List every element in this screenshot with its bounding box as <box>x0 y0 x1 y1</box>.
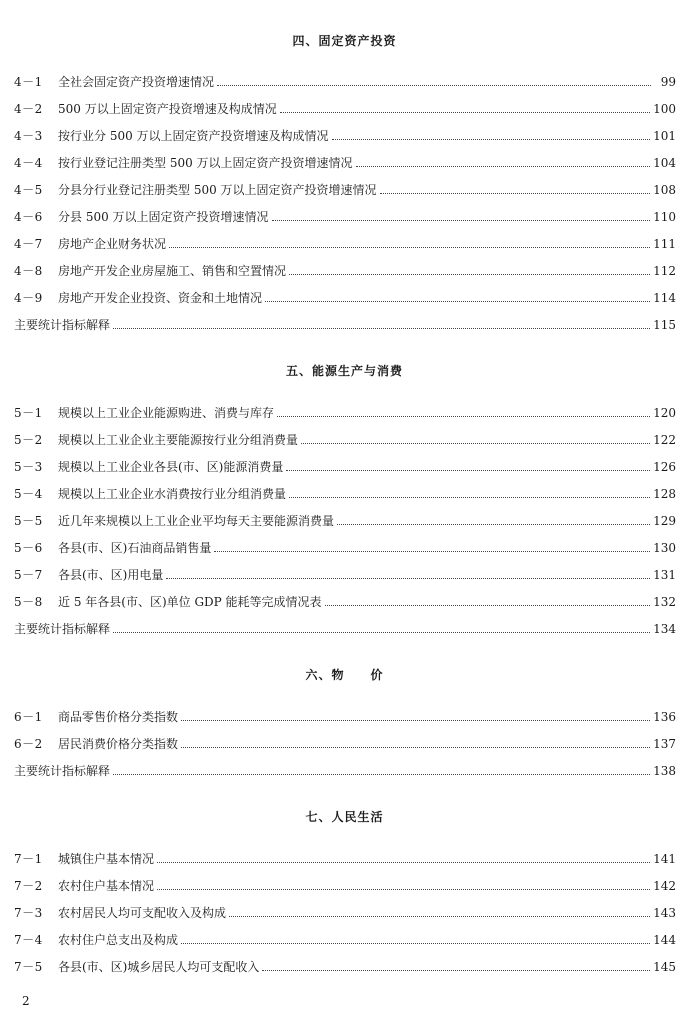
page-number: 2 <box>22 994 30 1008</box>
dot-leader <box>113 318 650 329</box>
entry-title: 全社会固定资产投资增速情况 <box>58 75 215 89</box>
entry-number: 7－1 <box>14 852 43 866</box>
entry-page: 141 <box>653 852 676 866</box>
entry-page: 111 <box>653 237 676 251</box>
entry-number: 6－2 <box>14 737 43 751</box>
entry-number: 4－4 <box>14 156 43 170</box>
entry-number: 6－1 <box>14 710 43 724</box>
entry-number: 5－4 <box>14 487 43 501</box>
entry-title: 按行业分 500 万以上固定资产投资增速及构成情况 <box>58 129 329 143</box>
dot-leader <box>217 75 651 86</box>
dot-leader <box>289 487 650 498</box>
entry-number: 5－6 <box>14 541 43 555</box>
entry-title: 按行业登记注册类型 500 万以上固定资产投资增速情况 <box>58 156 353 170</box>
entry-number: 4－8 <box>14 264 43 278</box>
toc-entry[interactable] <box>14 236 676 252</box>
entry-title: 规模以上工业企业各县(市、区)能源消费量 <box>58 460 284 474</box>
dot-leader <box>229 906 650 917</box>
entry-title: 规模以上工业企业能源购进、消费与库存 <box>58 406 275 420</box>
dot-leader <box>289 264 650 275</box>
entry-number: 4－9 <box>14 291 43 305</box>
dot-leader <box>380 183 651 194</box>
entry-page: 129 <box>653 514 676 528</box>
toc-entry[interactable] <box>14 209 676 225</box>
entry-number: 4－2 <box>14 102 43 116</box>
toc-entry[interactable] <box>14 486 676 502</box>
toc-entry[interactable] <box>14 405 676 421</box>
entry-title: 主要统计指标解释 <box>14 622 111 636</box>
entry-number: 4－1 <box>14 75 43 89</box>
entry-title: 500 万以上固定资产投资增速及构成情况 <box>58 102 277 116</box>
dot-leader <box>262 960 650 971</box>
toc-entry[interactable] <box>14 594 676 610</box>
entry-title: 近 5 年各县(市、区)单位 GDP 能耗等完成情况表 <box>58 595 322 609</box>
entry-title: 房地产企业财务状况 <box>58 237 167 251</box>
entry-number: 5－8 <box>14 595 43 609</box>
section-heading-7: 七、人民生活 <box>305 810 384 824</box>
entry-number: 4－7 <box>14 237 43 251</box>
entry-title: 城镇住户基本情况 <box>58 852 155 866</box>
dot-leader <box>113 764 650 775</box>
entry-title: 各县(市、区)石油商品销售量 <box>58 541 212 555</box>
entry-number: 5－7 <box>14 568 43 582</box>
entry-page: 104 <box>653 156 676 170</box>
entry-page: 136 <box>653 710 676 724</box>
entry-number: 7－3 <box>14 906 43 920</box>
dot-leader <box>337 514 650 525</box>
entry-page: 126 <box>653 460 676 474</box>
entry-page: 144 <box>653 933 676 947</box>
toc-entry[interactable] <box>14 851 676 867</box>
entry-title: 农村住户总支出及构成 <box>58 933 179 947</box>
toc-entry[interactable] <box>14 263 676 279</box>
dot-leader <box>265 291 650 302</box>
toc-entry[interactable] <box>14 128 676 144</box>
entry-number: 7－4 <box>14 933 43 947</box>
entry-title: 居民消费价格分类指数 <box>58 737 179 751</box>
toc-entry[interactable] <box>14 155 676 171</box>
entry-page: 120 <box>653 406 676 420</box>
dot-leader <box>272 210 651 221</box>
toc-entry[interactable] <box>14 101 676 117</box>
entry-title: 规模以上工业企业水消费按行业分组消费量 <box>58 487 287 501</box>
entry-title: 农村住户基本情况 <box>58 879 155 893</box>
dot-leader <box>286 460 650 471</box>
entry-page: 132 <box>653 595 676 609</box>
entry-title: 主要统计指标解释 <box>14 318 111 332</box>
entry-page: 100 <box>653 102 676 116</box>
dot-leader <box>325 595 651 606</box>
entry-number: 4－5 <box>14 183 43 197</box>
toc-entry[interactable] <box>14 959 676 975</box>
entry-number: 4－6 <box>14 210 43 224</box>
entry-page: 122 <box>653 433 676 447</box>
dot-leader <box>181 710 650 721</box>
dot-leader <box>181 737 650 748</box>
dot-leader <box>166 568 650 579</box>
dot-leader <box>332 129 651 140</box>
toc-entry[interactable] <box>14 736 676 752</box>
section-heading-6: 六、物 价 <box>305 668 384 682</box>
entry-title: 房地产开发企业投资、资金和土地情况 <box>58 291 263 305</box>
entry-page: 130 <box>653 541 676 555</box>
dot-leader <box>157 879 650 890</box>
entry-page: 137 <box>653 737 676 751</box>
entry-title: 近几年来规模以上工业企业平均每天主要能源消费量 <box>58 514 335 528</box>
entry-number: 5－5 <box>14 514 43 528</box>
toc-entry[interactable] <box>14 74 676 90</box>
entry-page: 138 <box>653 764 676 778</box>
entry-page: 112 <box>653 264 676 278</box>
toc-entry[interactable] <box>14 432 676 448</box>
entry-page: 114 <box>653 291 676 305</box>
entry-title: 主要统计指标解释 <box>14 764 111 778</box>
dot-leader <box>214 541 650 552</box>
toc-entry[interactable] <box>14 878 676 894</box>
toc-entry-glossary[interactable] <box>14 621 676 637</box>
entry-number: 4－3 <box>14 129 43 143</box>
toc-entry[interactable] <box>14 540 676 556</box>
entry-title: 分县 500 万以上固定资产投资增速情况 <box>58 210 269 224</box>
entry-page: 110 <box>653 210 676 224</box>
entry-number: 7－5 <box>14 960 43 974</box>
dot-leader <box>301 433 650 444</box>
toc-entry[interactable] <box>14 567 676 583</box>
entry-title: 农村居民人均可支配收入及构成 <box>58 906 227 920</box>
entry-title: 各县(市、区)城乡居民人均可支配收入 <box>58 960 260 974</box>
entry-page: 145 <box>653 960 676 974</box>
entry-page: 143 <box>653 906 676 920</box>
dot-leader <box>157 852 650 863</box>
entry-number: 7－2 <box>14 879 43 893</box>
dot-leader <box>356 156 651 167</box>
entry-title: 房地产开发企业房屋施工、销售和空置情况 <box>58 264 287 278</box>
entry-title: 各县(市、区)用电量 <box>58 568 164 582</box>
entry-page: 142 <box>653 879 676 893</box>
entry-title: 商品零售价格分类指数 <box>58 710 179 724</box>
entry-number: 5－1 <box>14 406 43 420</box>
toc-entry[interactable] <box>14 513 676 529</box>
entry-page: 134 <box>653 622 676 636</box>
dot-leader <box>113 622 650 633</box>
toc-entry-glossary[interactable] <box>14 317 676 333</box>
entry-number: 5－3 <box>14 460 43 474</box>
entry-page: 115 <box>653 318 676 332</box>
entry-page: 131 <box>653 568 676 582</box>
toc-entry[interactable] <box>14 459 676 475</box>
toc-entry[interactable] <box>14 905 676 921</box>
toc-entry[interactable] <box>14 709 676 725</box>
entry-page: 128 <box>653 487 676 501</box>
entry-number: 5－2 <box>14 433 43 447</box>
dot-leader <box>280 102 650 113</box>
entry-page: 101 <box>653 129 676 143</box>
section-heading-5: 五、能源生产与消费 <box>285 364 403 378</box>
dot-leader <box>181 933 650 944</box>
entry-page: 108 <box>653 183 676 197</box>
toc-entry[interactable] <box>14 932 676 948</box>
dot-leader <box>169 237 650 248</box>
dot-leader <box>277 406 650 417</box>
section-heading-4: 四、固定资产投资 <box>292 34 397 48</box>
entry-page: 99 <box>660 75 676 89</box>
toc-entry[interactable] <box>14 290 676 306</box>
entry-title: 分县分行业登记注册类型 500 万以上固定资产投资增速情况 <box>58 183 377 197</box>
toc-entry[interactable] <box>14 182 676 198</box>
toc-entry-glossary[interactable] <box>14 763 676 779</box>
entry-title: 规模以上工业企业主要能源按行业分组消费量 <box>58 433 299 447</box>
